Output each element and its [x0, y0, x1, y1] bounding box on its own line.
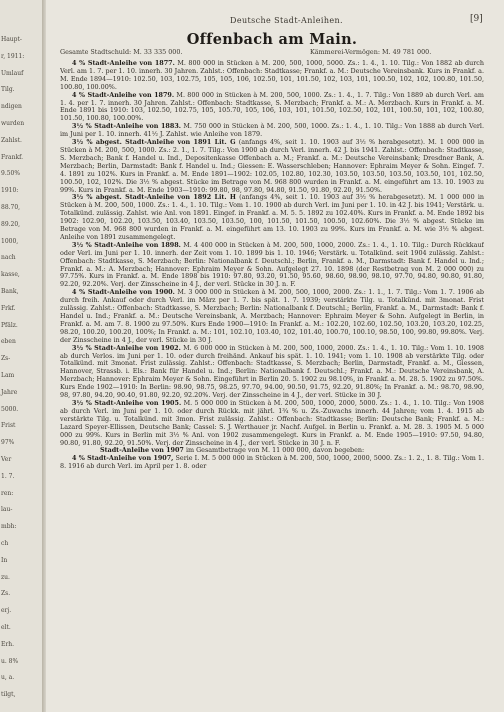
bond-entry-paragraph [60, 345, 484, 400]
page-title: Offenbach am Main. [186, 31, 358, 48]
margin-fragment: Zahlst. [1, 136, 22, 144]
bond-entry [60, 194, 484, 241]
bond-entry [60, 455, 484, 471]
margin-fragment: erj. [1, 607, 12, 615]
bond-entry-heading: Stadt-Anleihe von 1907 [100, 446, 184, 455]
margin-fragment: ndigen [1, 103, 22, 111]
margin-fragment: tilgt, [1, 691, 16, 699]
margin-fragment: Frkf. [1, 304, 16, 312]
margin-fragment: Frankf. [1, 153, 24, 161]
margin-fragment: wurden [1, 120, 25, 127]
margin-fragment: eben [1, 338, 16, 346]
margin-fragment: mbh: [1, 523, 17, 531]
margin-fragment: Frist [1, 422, 16, 430]
bond-entry [60, 60, 484, 92]
margin-fragment: ren: [1, 489, 14, 497]
margin-fragment: Tilg. [1, 86, 15, 94]
bond-entry [60, 139, 484, 194]
bond-entry [60, 123, 484, 139]
bond-entry-paragraph [60, 194, 484, 241]
bond-entry-text: M. 800 000 in Stücken à M. 200, 500, 1000. Zs.: 1. 4., 1. 7. Tilg.: Von 1889 ab durch Verl. am 1. 4. per 1. 7. innerh. 30 Jahren. Zahlst.: Offenbach: Stadtkasse, S. Merzbach; Frankf. a. M.: A. Merzbach. Kurs in Frankf. a. M. Ende 1891 bis 1910: 103, 102.50, 102.75, 105, 105.70, 105, 106, 103, 101, 101.50, 102.50, 102, 101, 100.50, 101, 102, 100.80, 101.50, 100.80, 100.00%. [60, 90, 484, 123]
margin-fragment: Haupt- [1, 36, 22, 43]
margin-fragment: 1. 7. [1, 472, 15, 480]
bond-entry-paragraph [60, 455, 484, 471]
bond-entry-paragraph [60, 60, 484, 92]
bond-entry-heading: 3½ % Stadt-Anleihe von 1902. [72, 343, 181, 352]
margin-fragment: Pfälz. [1, 321, 18, 329]
bond-entry-paragraph [60, 123, 484, 139]
bond-entry-paragraph [60, 242, 484, 289]
bond-entry-heading: 3½ % abgest. Stadt-Anleihe von 1891 Lit. G [72, 138, 236, 147]
margin-fragment: nach [1, 254, 16, 262]
facing-page-margin [0, 0, 42, 712]
book-gutter [42, 0, 46, 712]
bond-entry [60, 400, 484, 447]
margin-fragment: 5000. [1, 405, 19, 413]
bond-entry [60, 242, 484, 289]
bond-listing [60, 60, 484, 706]
margin-fragment: kasse, [1, 271, 20, 279]
margin-fragment: 9.50% [1, 170, 21, 178]
bond-entry-text: M. 800 000 in Stücken à M. 200, 500, 1000, 5000. Zs.: 1. 4., 1. 10. Tilg.: Von 1882 ab durch Verl. am 1. 7. per 1. 10. innerh. 30 Jahren. Zahlst.: Offenbach: Stadtkasse; Frankf. a. M.: Deutsche Vereinsbank. Kurs in Frankf. a. M. Ende 1894—1910: 102.50, 103, 102.75, 105, 105, 106, 102.50, 101, 101.50, 102, 103, 101, 100.50, 102, 102, 100.80, 101.50, 100.80, 100.00%. [60, 60, 484, 91]
bond-entry-heading: 4 % Stadt-Anleihe von 1879. [72, 90, 175, 99]
bond-entry-paragraph [60, 289, 484, 344]
bond-entry-paragraph [60, 400, 484, 447]
margin-fragment: ch [1, 540, 9, 547]
bond-entry-heading: 4 % Stadt-Anleihe von 1877. [72, 60, 175, 67]
margin-fragment: Erh. [1, 640, 15, 648]
margin-fragment: r, 1911: [1, 52, 25, 60]
bond-entry-text: M. 5 000 000 in Stücken à M. 200, 500, 1000, 2000, 5000. Zs.: 1. 4., 1. 10. Tilg.: Von 1908 ab durch Verl. im Juni per 1. 10. oder durch Rückk. mit jährl. 1¾ % u. Zs.-Zuwachs innerh. 44 Jahren; vom 1. 4. 1915 ab verstärkte Tilg. u. Totalkünd. mit 3mon. Frist zulässig. Zahlst.: Offenbach: Stadtkasse; Berlin: Deutsche Bank; Frankf. a. M.: Lazard Speyer-Ellissen, Deutsche Bank; Cassel: S. J. Werthauer jr. Nachf. Aufgel. in Berlin u. Frankf. a. M. 28. 3. 1905 M. 5 000 000 zu 99%. Kurs in Berlin mit 3½ % Anl. von 1902 zusammengelegt. Kurs in Frankf. a. M. Ende 1905—1910: 97.50, 94.80, 90.80, 91.80, 92.20, 91.50%. Verj. der Zinsscheine in 4 J., der verl. Stücke in 30 J. n. F. [60, 398, 484, 447]
margin-fragment: 1000, [1, 237, 19, 245]
bond-entry-heading: 3½ % abgest. Stadt-Anleihe von 1892 Lit. H [72, 193, 236, 202]
page-number: [9] [470, 14, 483, 24]
bond-entry-text: M. 750 000 in Stücken à M. 200, 500, 1000. Zs.: 1. 4., 1. 10. Tilg.: Von 1888 ab durch Verl. im Juni per 1. 10. innerh. 41½ J. Zahlst. wie Anleihe von 1879. [60, 122, 484, 139]
bond-entry-paragraph [60, 92, 484, 124]
margin-fragment: 89.20, [1, 220, 21, 228]
bond-entry-heading: 4 % Stadt-Anleihe von 1900. [72, 288, 175, 297]
margin-fragment: In [1, 556, 8, 564]
bond-entry-heading: 3½ % Stadt-Anleihe von 1898. [72, 240, 181, 249]
margin-fragment: Zs. [1, 590, 11, 598]
margin-fragment: 88.70, [1, 204, 21, 211]
bond-entry-text: M. 3 000 000 in Stücken à M. 200, 500, 1000, 2000. Zs.: 1. 1., 1. 7. Tilg.: Vom 1. 7. 1906 ab durch freih. Ankauf oder durch Verl. im März per 1. 7. bis spät. 1. 7. 1939; verstärkte Tilg. u. Totalkünd. mit 3monat. Frist zulässig. Zahlst.: Offenbach: Stadtkasse, S. Merzbach; Berlin: Nationalbank f. Deutschl.; Berlin, Frankf. a. M., Darmstadt: Bank f. Handel u. Ind.; Frankf. a. M.: Deutsche Vereinsbank, A. Merzbach; Hannover: Ephraim Meyer & Sohn. Aufgelegt in Berlin, in Frankf. a. M. am 7. 8. 1900 zu 97.50%. Kurs Ende 1900—1910: In Frankf. a. M.: 102.20, 102.60, 102.50, 103.20, 103.20, 102.25, 98.20, 100.20, 100.20, 100%; In Frankf. a. M.: 101, 102.10, 103.40, 102, 101.40, 100.70, 100.10, 98.50, 100, 99.80, 99.80%. Verj. der Zinsscheine in 4 J., der verl. Stücke in 30 J. [60, 288, 484, 344]
running-header: Deutsche Stadt-Anleihen. [230, 16, 343, 25]
margin-fragment: Lam [1, 372, 15, 379]
margin-fragment: Zs- [1, 355, 11, 363]
margin-fragment: elt. [1, 624, 11, 631]
bond-entry-text: (anfangs 4%, seit 1. 10. 1903 auf 3½ % herabgesetzt). M. 1 000 000 in Stücken à M. 200, 500, 1000. Zs.: 2. 1., 1. 7. Tilg.: Von 1900 ab durch Verl. innerh. 42 J. bis 1941. Zahlst.: Offenbach: Stadtkasse, S. Merzbach; Bank f. Handel u. Ind., Depositenkasse Offenbach a. M.; Frankf. a. M.: Deutsche Vereinsbank; Dresdner Bank, A. Merzbach; Berlin, Darmstadt: Bank f. Handel u. Ind.; Giessen: E. Wasserschleben; Hannover: Ephraim Meyer & Sohn. Eingef. 7. 4. 1891 zu 102%. Kurs in Frankf. a. M. Ende 1891—1902: 102.05, 102.80, 102.30, 103.50, 103.50, 103.50, 103.50, 101, 102.50, 100.50, 102, 102%. Die 3½ % abgest. Stücke im Betrage von M. 968 800 wurden in Frankf. a. M. eingeführt am 13. 10. 1903 zu 99%. Kurs in Frankf. a. M. Ende 1903—1910: 99.80, 98, 97.80, 94.80, 91.50, 91.80, 92.20, 91.50%. [60, 138, 484, 194]
treasury-assets: Kämmerei-Vermögen: M. 49 781 000. [310, 48, 432, 56]
margin-fragment: u. 8% [1, 657, 19, 665]
bond-entry-paragraph [60, 139, 484, 194]
bond-entry-heading: 4 % Stadt-Anleihe von 1907, [72, 454, 174, 463]
bond-entry [60, 345, 484, 400]
bond-entry-heading: 3½ % Stadt-Anleihe von 1905. [72, 398, 182, 407]
margin-fragment: Jahre [1, 388, 18, 396]
bond-entry-text: Serie I. M. 5 000 000 in Stücken à M. 200, 500, 1000, 2000, 5000. Zs.: 1. 2., 1. 8. Tilg.: Vom 1. 8. 1916 ab durch Verl. im April per 1. 8. oder [60, 454, 484, 471]
margin-fragment: Ver [1, 456, 12, 463]
margin-fragment: zu. [1, 573, 10, 581]
margin-fragment: Umlauf [1, 69, 24, 77]
margin-fragment: 97% [1, 439, 15, 447]
bond-entry [60, 92, 484, 124]
bond-entry-text: (anfangs 4%, seit 1. 10. 1903 auf 3½ % herabgesetzt). M. 1 000 000 in Stücken à M. 200, 500, 1000. Zs.: 1. 4., 1. 10. Tilg.: Vom 1. 10. 1900 ab durch Verl. im Juni per 1. 10. in 42 J. bis 1941; Verstärk. u. Totalkünd. zulässig. Zahlst. wie Anl. von 1891. Eingef. in Frankf. a. M. 5. 5. 1892 zu 102.40%. Kurs in Frankf. a. M. Ende 1892 bis 1902: 102.90, 102.20, 103.50, 103.40, 103.50, 103.50, 100, 101.50, 101.50, 100.50, 102.60%. Die 3½ % abgest. Stücke im Betrage von M. 968 800 wurden in Frankf. a. M. eingeführt am 13. 10. 1903 zu 99%. Kurs im Frankf. a. M. wie 3½ % abgest. Anleihe von 1891 zusammengelegt. [60, 193, 484, 241]
bond-entry-text: im Gesamtbetrage von M. 11 000 000, davon begeben: [185, 446, 365, 455]
bond-entry-text: M. 6 000 000 in Stücken à M. 200, 500, 1000, 2000. Zs.: 1. 4., 1. 10. Tilg.: Vom 1. 10. 1908 ab durch Verlos. im Juni per 1. 10. oder durch freihänd. Ankauf bis spät. 1. 10. 1941; vom 1. 10. 1908 ab verstärkte Tilg. oder Totalkünd. mit 3monat. Frist zulässig. Zahlst.: Offenbach: Stadtkasse, S. Merzbach; Berlin, Darmstadt, Frankf. a. M., Giessen, Hannover, Strassb. i. Els.: Bank für Handel u. Ind.; Berlin: Nationalbank f. Deutschl.; Frankf. a. M.: Deutsche Vereinsbank, A. Merzbach; Hannover: Ephraim Meyer & Sohn. Eingeführt in Berlin 20. 5. 1902 zu 98.10%, in Frankf. a. M. 28. 5. 1902 zu 97.50%. Kurs Ende 1902—1910: In Berlin: 98.90, 98.75, 98.25, 97.70, 94.00, 90.50, 91.75, 92.20, 91.80%; In Frankf. a. M.: 98.70, 98.90, 98, 97.80, 94.20, 90.40, 91.80, 92.20, 92.20%. Verj. der Zinsscheine in 4 J., der verl. Stücke in 30 J. [60, 343, 484, 400]
bond-entry [60, 289, 484, 344]
margin-fragment: 1910: [1, 187, 19, 195]
bond-entry-heading: 3½ % Stadt-Anleihe von 1883. [72, 122, 181, 131]
margin-fragment: u, a. [1, 674, 15, 682]
capital-summary [60, 48, 484, 56]
bond-entry-text: M. 4 400 000 in Stücken à M. 200, 500, 1000, 2000. Zs.: 1. 4., 1. 10. Tilg.: Durch Rückkauf oder Verl. im Juni per 1. 10. innerh. der Zeit vom 1. 10. 1899 bis 1. 10. 1946; Verstärk. u. Totalkünd. seit 1904 zulässig. Zahlst.: Offenbach: Stadtkasse, S. Merzbach; Berlin: Nationalbank f. Deutschl.; Berlin, Frankf. a. M., Darmstadt: Bank f. Handel u. Ind.; Frankf. a. M.: A. Merzbach; Hannover: Ephraim Meyer & Sohn. Aufgelegt 27. 10. 1898 (der Restbetrag von M. 2 000 000) zu 97.75%. Kurs in Frankf. a. M. Ende 1898 bis 1910: 97.80, 93.20, 91.50, 95.60, 98.60, 98.90, 98.10, 97.70, 94.80, 90.80, 91.80, 92.20, 92.20%. Verj. der Zinsscheine in 4 J., der verl. Stücke in 30 J. n. F. [60, 240, 484, 289]
margin-fragment: Bank, [1, 288, 19, 295]
total-debt: Gesamte Stadtschuld: M. 33 335 000. [60, 48, 183, 56]
margin-fragment: lau- [1, 506, 13, 514]
